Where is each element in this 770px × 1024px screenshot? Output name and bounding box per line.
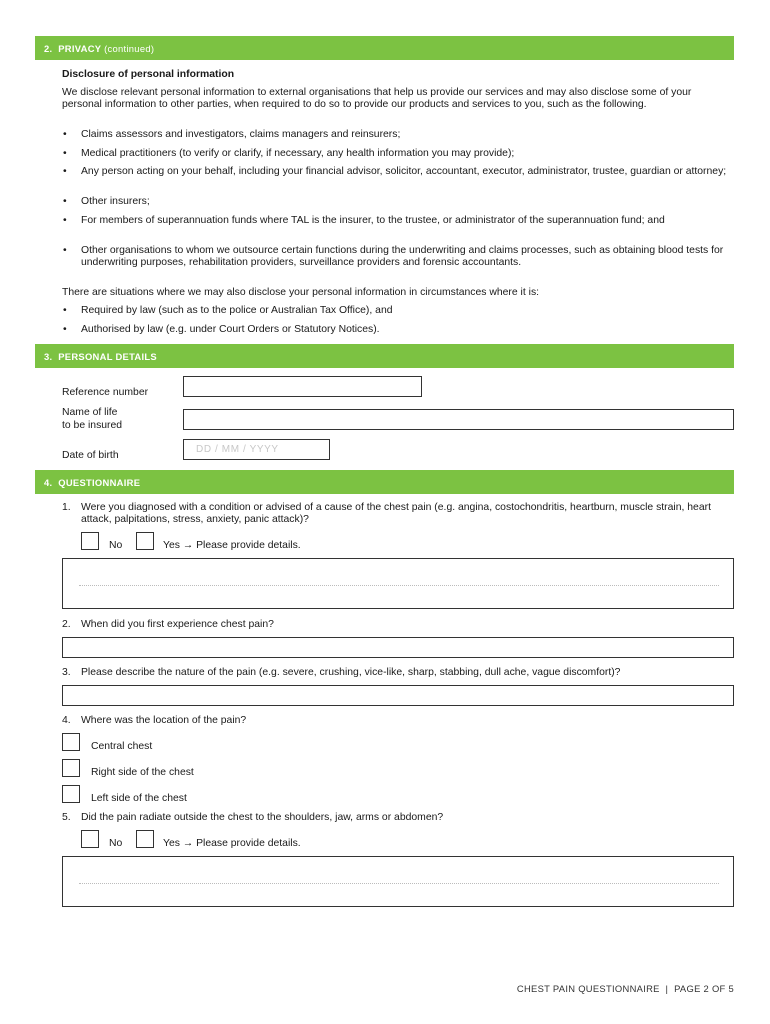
list-item: • Authorised by law (e.g. under Court Orders or Statutory Notices). (63, 324, 380, 335)
name-of-life-input[interactable] (183, 409, 734, 430)
q1-yes-label: Yes → Please provide details. (163, 540, 301, 551)
situations-intro: There are situations where we may also disclose your personal information in circumstances where it is: (62, 287, 540, 298)
left-side-checkbox[interactable] (62, 785, 80, 803)
reference-number-label: Reference number (62, 387, 149, 398)
list-item: • Medical practitioners (to verify or clarify, if necessary, any health information you may provide); (63, 148, 515, 159)
q1-details-textarea[interactable] (62, 558, 734, 609)
left-side-label: Left side of the chest (91, 793, 187, 804)
date-of-birth-label: Date of birth (62, 450, 119, 461)
list-item: • Any person acting on your behalf, including your financial advisor, solicitor, accountant, executor, administrator, trustee, guardian or attorney; (63, 166, 727, 177)
central-chest-label: Central chest (91, 741, 153, 752)
right-side-label: Right side of the chest (91, 767, 194, 778)
q1-no-checkbox[interactable] (81, 532, 99, 550)
q5-yes-label: Yes → Please provide details. (163, 838, 301, 849)
q2-answer-input[interactable] (62, 637, 734, 658)
name-label-line2: to be insured (62, 420, 123, 431)
privacy-intro: We disclose relevant personal information to external organisations that help us provide our services and may also disclose some of your personal information to other parties, when required to do so to provide our products and services to you, such as the following. (62, 87, 692, 110)
date-of-birth-input[interactable] (183, 439, 330, 460)
writing-line (79, 585, 719, 586)
section-title: QUESTIONNAIRE (58, 477, 141, 488)
right-side-checkbox[interactable] (62, 759, 80, 777)
question-3: 3. Please describe the nature of the pain (e.g. severe, crushing, vice-like, sharp, stabbing, dull ache, vague discomfort)? (62, 667, 621, 678)
section-number: 2. (44, 43, 53, 54)
question-2: 2. When did you first experience chest pain? (62, 619, 274, 630)
writing-line (79, 883, 719, 884)
section-number: 4. (44, 477, 53, 488)
list-item: • Claims assessors and investigators, claims managers and reinsurers; (63, 129, 401, 140)
name-label-line1: Name of life (62, 407, 118, 418)
section-header-privacy (35, 36, 734, 60)
date-of-birth-placeholder: DD / MM / YYYY (196, 444, 279, 455)
q5-yes-checkbox[interactable] (136, 830, 154, 848)
section-header-questionnaire (35, 470, 734, 494)
question-1: 1. Were you diagnosed with a condition or advised of a cause of the chest pain (e.g. angina, costochondritis, heartburn, muscle strain, heart attack, palpitations, stress, anxiety, panic attack)? (62, 502, 711, 525)
reference-number-input[interactable] (183, 376, 422, 397)
list-item: • Required by law (such as to the police or Australian Tax Office), and (63, 305, 393, 316)
section-title: PRIVACY (58, 43, 102, 54)
central-chest-checkbox[interactable] (62, 733, 80, 751)
list-item: • Other insurers; (63, 196, 150, 207)
list-item: • For members of superannuation funds where TAL is the insurer, to the trustee, or administrator of the superannuation fund; and (63, 215, 665, 226)
section-header-personal-details (35, 344, 734, 368)
section-number: 3. (44, 351, 53, 362)
q5-no-checkbox[interactable] (81, 830, 99, 848)
section-title: PERSONAL DETAILS (58, 351, 157, 362)
question-4: 4. Where was the location of the pain? (62, 715, 247, 726)
privacy-heading: Disclosure of personal information (62, 69, 235, 80)
page-footer: CHEST PAIN QUESTIONNAIRE | PAGE 2 OF 5 (516, 983, 734, 994)
section-subtitle: (continued) (104, 43, 155, 54)
q3-answer-input[interactable] (62, 685, 734, 706)
q5-no-label: No (109, 838, 123, 849)
list-item: • Other organisations to whom we outsource certain functions during the underwriting and claims processes, such as obtaining blood tests for underwriting purposes, rehabilitation providers, surveillance providers and forensic accountants. (63, 245, 724, 268)
question-5: 5. Did the pain radiate outside the chest to the shoulders, jaw, arms or abdomen? (62, 812, 444, 823)
q5-details-textarea[interactable] (62, 856, 734, 907)
q1-no-label: No (109, 540, 123, 551)
q1-yes-checkbox[interactable] (136, 532, 154, 550)
